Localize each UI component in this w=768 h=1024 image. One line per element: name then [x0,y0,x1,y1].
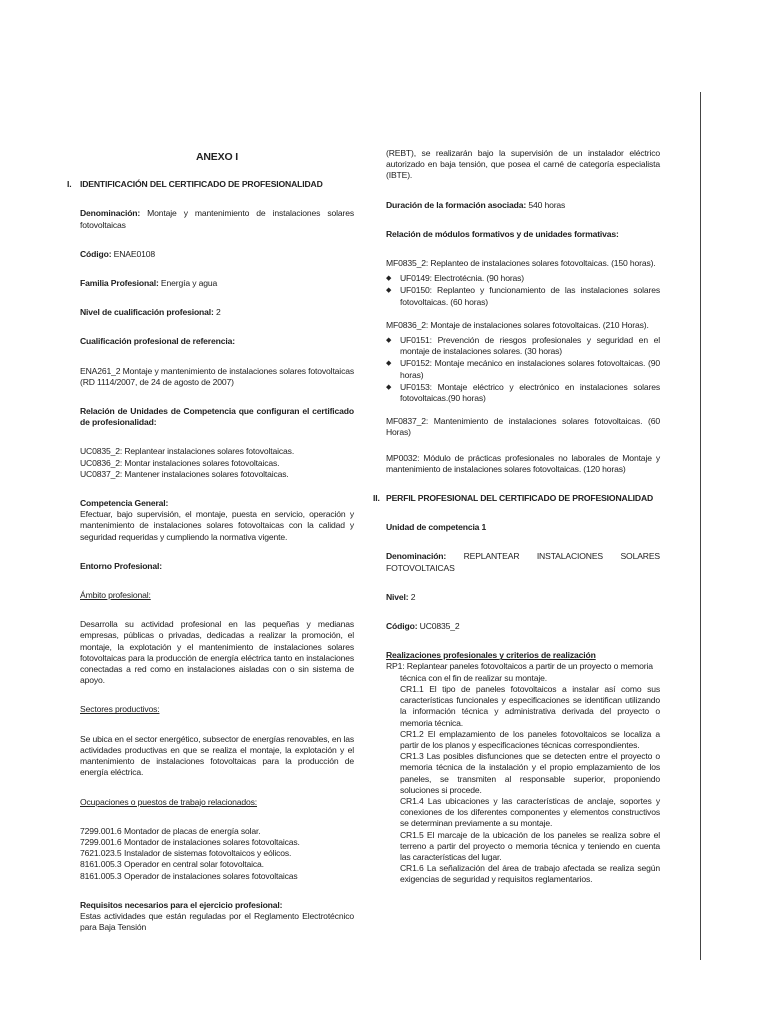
denominacion-label: Denominación: [80,208,141,219]
uc-item: UC0835_2: Replantear instalaciones solares fotovoltaicas. [80,446,295,457]
uc-item: UC0837_2: Mantener instalaciones solares fotovoltaicas. [80,468,289,479]
ocupacion-code: 7621.023.5 [80,848,122,859]
unit-text: UF0151: Prevención de riesgos profesionales y seguridad en el montaje de instalaciones solares. (30 horas) [400,335,660,357]
codigo-uc-label: Código: [386,621,418,632]
criterion: CR1.2 El emplazamiento de los paneles fotovoltaicos se localiza a partir de los planos y especificaciones técnicas correspondientes. [400,728,660,750]
nivel [80,307,354,318]
bullet-icon: ◆ [386,360,392,368]
annex-title: ANEXO I [195,151,239,163]
nivel-uc-label: Nivel: [386,591,409,602]
denominacion-value: Montaje y mantenimiento de instalaciones solares fotovoltaicas [80,208,354,230]
section-2-title: PERFIL PROFESIONAL DEL CERTIFICADO DE PROFESIONALIDAD [386,493,654,504]
cualificacion-value: ENA261_2 Montaje y mantenimiento de instalaciones solares fotovoltaicas (RD 1114/2007, de 24 de agosto de 2007) [80,365,354,387]
bullet-icon: ◆ [386,383,392,391]
ocupacion-row [80,826,354,837]
section-1-title: IDENTIFICACIÓN DEL CERTIFICADO DE PROFESIONALIDAD [80,179,323,190]
ocupacion-code: 8161.005.3 [80,859,122,870]
uc-item: UC0836_2: Montar instalaciones solares fotovoltaicas. [80,457,280,468]
sectores-heading: Sectores productivos: [80,704,160,715]
denominacion [80,208,354,230]
nivel-label: Nivel de cualificación profesional: [80,307,214,318]
section-2-number: II. [373,493,380,504]
bullet-icon: ◆ [386,337,392,345]
right-column [373,148,660,886]
unit-item [386,285,660,307]
ocupaciones-list [80,826,354,882]
requisitos-continuation: (REBT), se realizarán bajo la supervisión de un instalador eléctrico autorizado en baja tensión, que posea el carné de categoría especialista (IBTE). [386,148,660,181]
familia-value: Energía y agua [158,278,218,289]
module-title: MF0837_2: Mantenimiento de instalaciones solares fotovoltaicas. (60 Horas) [386,416,660,438]
rp1-block [386,661,660,885]
nivel-uc-value: 2 [408,591,416,602]
competencia-heading: Competencia General: [80,498,169,509]
unit-item [386,358,660,380]
competencia-value: Efectuar, bajo supervisión, el montaje, puesta en servicio, operación y mantenimiento de instalaciones solares fotovoltaicas con la calidad y seguridad requeridas y cumpliendo la normativa vigente. [80,509,354,542]
cualificacion-heading: Cualificación profesional de referencia: [80,336,235,347]
left-column [67,148,354,951]
mp-module: MP0032: Módulo de prácticas profesionales no laborales de Montaje y mantenimiento de instalaciones solares fotovoltaicas. (120 horas) [386,452,660,474]
ocupacion-code: 7299.001.6 [80,825,122,836]
unit-text: UF0149: Electrotécnia. (90 horas) [400,273,525,284]
criterion: CR1.4 Las ubicaciones y las características de anclaje, soportes y conexiones de los diferentes componentes y elementos constructivos se determinan previamente a su montaje. [400,795,660,829]
ocupacion-name: Instalador de sistemas fotovoltaicos y eólicos. [124,848,292,859]
ocupaciones-heading: Ocupaciones o puestos de trabajo relacionados: [80,796,258,807]
ocupacion-name: Montador de placas de energía solar. [124,825,261,836]
unit-text: UF0152: Montaje mecánico en instalaciones solares fotovoltaicas. (90 horas) [400,358,660,380]
duracion-value: 540 horas [526,199,566,210]
nivel-value: 2 [213,307,221,318]
uc-list [80,446,354,480]
ocupacion-row [80,859,354,870]
criterion: CR1.3 Las posibles disfunciones que se detecten entre el proyecto o memoria técnica de la instalación y el propio emplazamiento de los paneles, se transmiten al responsable superior, proponiendo soluciones si procede. [400,751,660,795]
ocupacion-name: Operador de instalaciones solares fotovoltaicas [124,870,298,881]
codigo-uc [386,621,660,632]
codigo-label: Código: [80,248,112,259]
section-2-heading [373,493,660,504]
relacion-uc-heading: Relación de Unidades de Competencia que configuran el certificado de profesionalidad: [80,406,354,428]
duracion-label: Duración de la formación asociada: [386,199,527,210]
familia-label: Familia Profesional: [80,278,159,289]
familia [80,278,354,289]
denominacion-uc-label: Denominación: [386,551,447,562]
unit-item [386,382,660,404]
realizaciones-heading: Realizaciones profesionales y criterios de realización [386,650,596,661]
module-units [386,273,660,308]
codigo [80,249,354,260]
ambito-value: Desarrolla su actividad profesional en las pequeñas y medianas empresas, públicas o privadas, dedicadas a realizar la promoción, el montaje, la explotación y el mantenimiento de instalaciones solares fotovoltaicas para la producción de energía eléctrica tanto en instalaciones conectadas a red como en instalaciones aisladas con o sin sistema de apoyo. [80,619,354,686]
unit-text: UF0150: Replanteo y funcionamiento de las instalaciones solares fotovoltaicas. (60 horas) [400,285,660,307]
module-title: MF0836_2: Montaje de instalaciones solares fotovoltaicas. (210 Horas). [386,319,649,330]
duracion [386,200,660,211]
rp1-text: RP1: Replantear paneles fotovoltaicos a partir de un proyecto o memoria técnica con el fin de realizar su montaje. [386,661,653,683]
entorno-heading: Entorno Profesional: [80,560,162,571]
page-edge-rule [700,92,701,960]
criterion: CR1.1 El tipo de paneles fotovoltaicos a instalar así como sus características funcionales y especificaciones se identifican utilizando la información técnica y administrativa derivada del proyecto o memoria técnica. [400,683,660,728]
bullet-icon: ◆ [386,275,392,283]
codigo-uc-value: UC0835_2 [417,621,460,632]
ocupacion-code: 7299.001.6 [80,836,122,847]
module-title: MF0835_2: Replanteo de instalaciones solares fotovoltaicas. (150 horas). [386,258,656,269]
section-1-heading [67,179,354,190]
denominacion-uc [386,551,660,573]
nivel-uc [386,592,660,603]
bullet-icon: ◆ [386,287,392,295]
denominacion-uc-value: REPLANTEAR INSTALACIONES SOLARES FOTOVOLTAICAS [386,551,660,573]
ambito-heading: Ámbito profesional: [80,590,151,601]
ocupacion-name: Operador en central solar fotovoltaica. [124,859,264,870]
module-units [386,335,660,404]
ocupacion-name: Montador de instalaciones solares fotovoltaicas. [124,836,300,847]
criterion: CR1.5 El marcaje de la ubicación de los paneles se realiza sobre el terreno a partir del proyecto o memoria técnica y teniendo en cuenta las características del lugar. [400,829,660,862]
relacion-mf-heading: Relación de módulos formativos y de unidades formativas: [386,228,619,239]
sectores-value: Se ubica en el sector energético, subsector de energías renovables, en las actividades productivas en que se realiza el montaje, la explotación y el mantenimiento de instalaciones fotovoltaicas para la producción de energía eléctrica. [80,733,354,778]
unidad-competencia: Unidad de competencia 1 [386,522,487,533]
ocupacion-row [80,848,354,859]
criterion: CR1.6 La señalización del área de trabajo afectada se realiza según exigencias de seguridad y requisitos reglamentarios. [400,863,660,885]
codigo-value: ENAE0108 [111,248,155,259]
requisitos-value: Estas actividades que están reguladas por el Reglamento Electrotécnico para Baja Tensión [80,910,354,933]
unit-item [386,273,660,284]
unit-text: UF0153: Montaje eléctrico y electrónico en instalaciones solares fotovoltaicas.(90 horas) [400,381,660,404]
section-1-number: I. [67,179,72,190]
ocupacion-row [80,871,354,882]
ocupacion-code: 8161.005.3 [80,870,122,881]
requisitos-heading: Requisitos necesarios para el ejercicio profesional: [80,899,283,910]
unit-item [386,335,660,357]
ocupacion-row [80,837,354,848]
